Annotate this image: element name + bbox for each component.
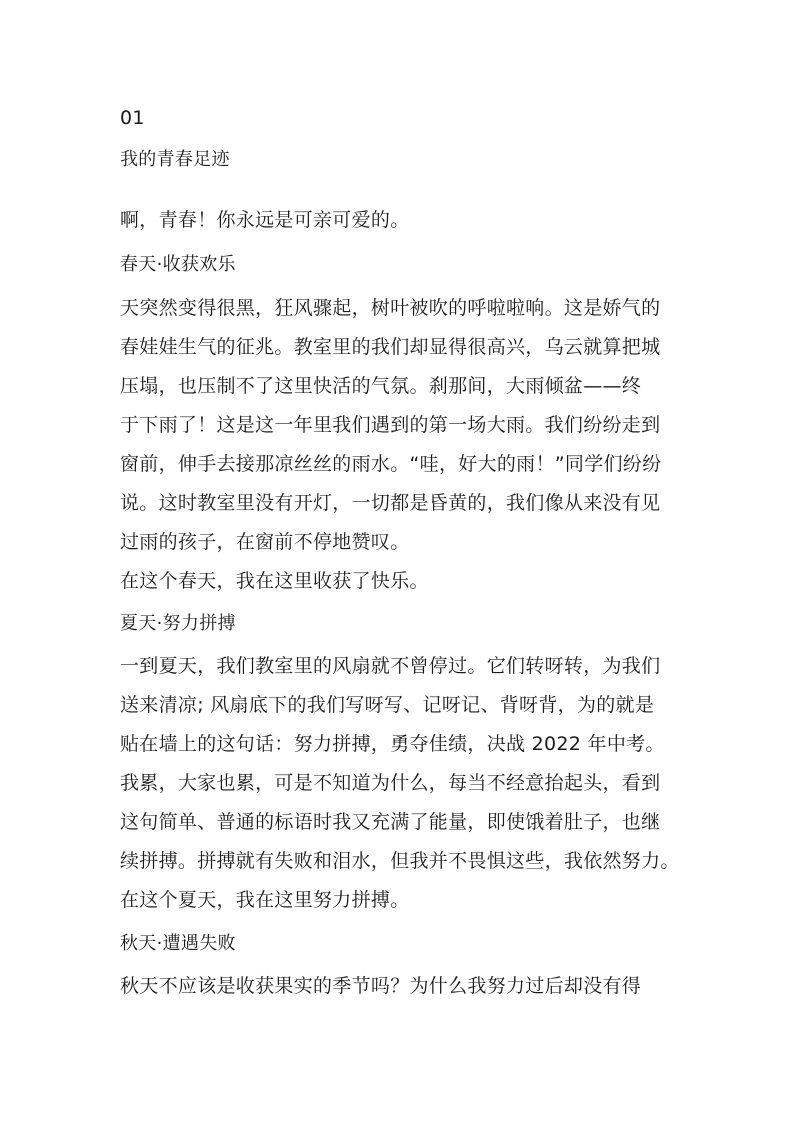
paragraph-line: 于下雨了！这是这一年里我们遇到的第一场大雨。我们纷纷走到 [120, 414, 661, 436]
paragraph-line: 贴在墙上的这句话：努力拼搏，勇夺佳绩，决战 2022 年中考。 [120, 733, 665, 755]
section-number: 01 [120, 107, 145, 129]
paragraph-line: 过雨的孩子，在窗前不停地赞叹。 [120, 531, 410, 553]
summer-heading: 夏天·努力拼搏 [120, 613, 236, 634]
document-title: 我的青春足迹 [120, 149, 230, 170]
spring-closing: 在这个春天，我在这里收获了快乐。 [120, 570, 429, 592]
paragraph-line: 一到夏天，我们教室里的风扇就不曾停过。它们转呀转，为我们 [120, 655, 661, 677]
paragraph-line: 秋天不应该是收获果实的季节吗？为什么我努力过后却没有得 [120, 975, 642, 997]
intro-line: 啊，青春！你永远是可亲可爱的。 [120, 209, 410, 231]
paragraph-line: 我累，大家也累，可是不知道为什么，每当不经意抬起头，看到 [120, 772, 661, 794]
paragraph-line: 窗前，伸手去接那凉丝丝的雨水。“哇，好大的雨！”同学们纷纷 [120, 453, 662, 475]
paragraph-line: 续拼搏。拼搏就有失败和泪水，但我并不畏惧这些，我依然努力。 [120, 850, 680, 872]
paragraph-line: 压塌，也压制不了这里快活的气氛。刹那间，大雨倾盆——终 [120, 375, 642, 397]
paragraph-line: 春娃娃生气的征兆。教室里的我们却显得很高兴，乌云就算把城 [120, 336, 661, 358]
paragraph-line: 天突然变得很黑，狂风骤起，树叶被吹的呼啦啦响。这是娇气的 [120, 297, 661, 319]
paragraph-line: 送来清凉; 风扇底下的我们写呀写、记呀记、背呀背，为的就是 [120, 694, 655, 716]
paragraph-line: 说。这时教室里没有开灯，一切都是昏黄的，我们像从来没有见 [120, 492, 661, 514]
spring-heading: 春天·收获欢乐 [120, 254, 236, 275]
paragraph-line: 这句简单、普通的标语时我又充满了能量，即使饿着肚子，也继 [120, 811, 661, 833]
autumn-heading: 秋天·遭遇失败 [120, 933, 236, 954]
summer-closing: 在这个夏天，我在这里努力拼搏。 [120, 889, 410, 911]
